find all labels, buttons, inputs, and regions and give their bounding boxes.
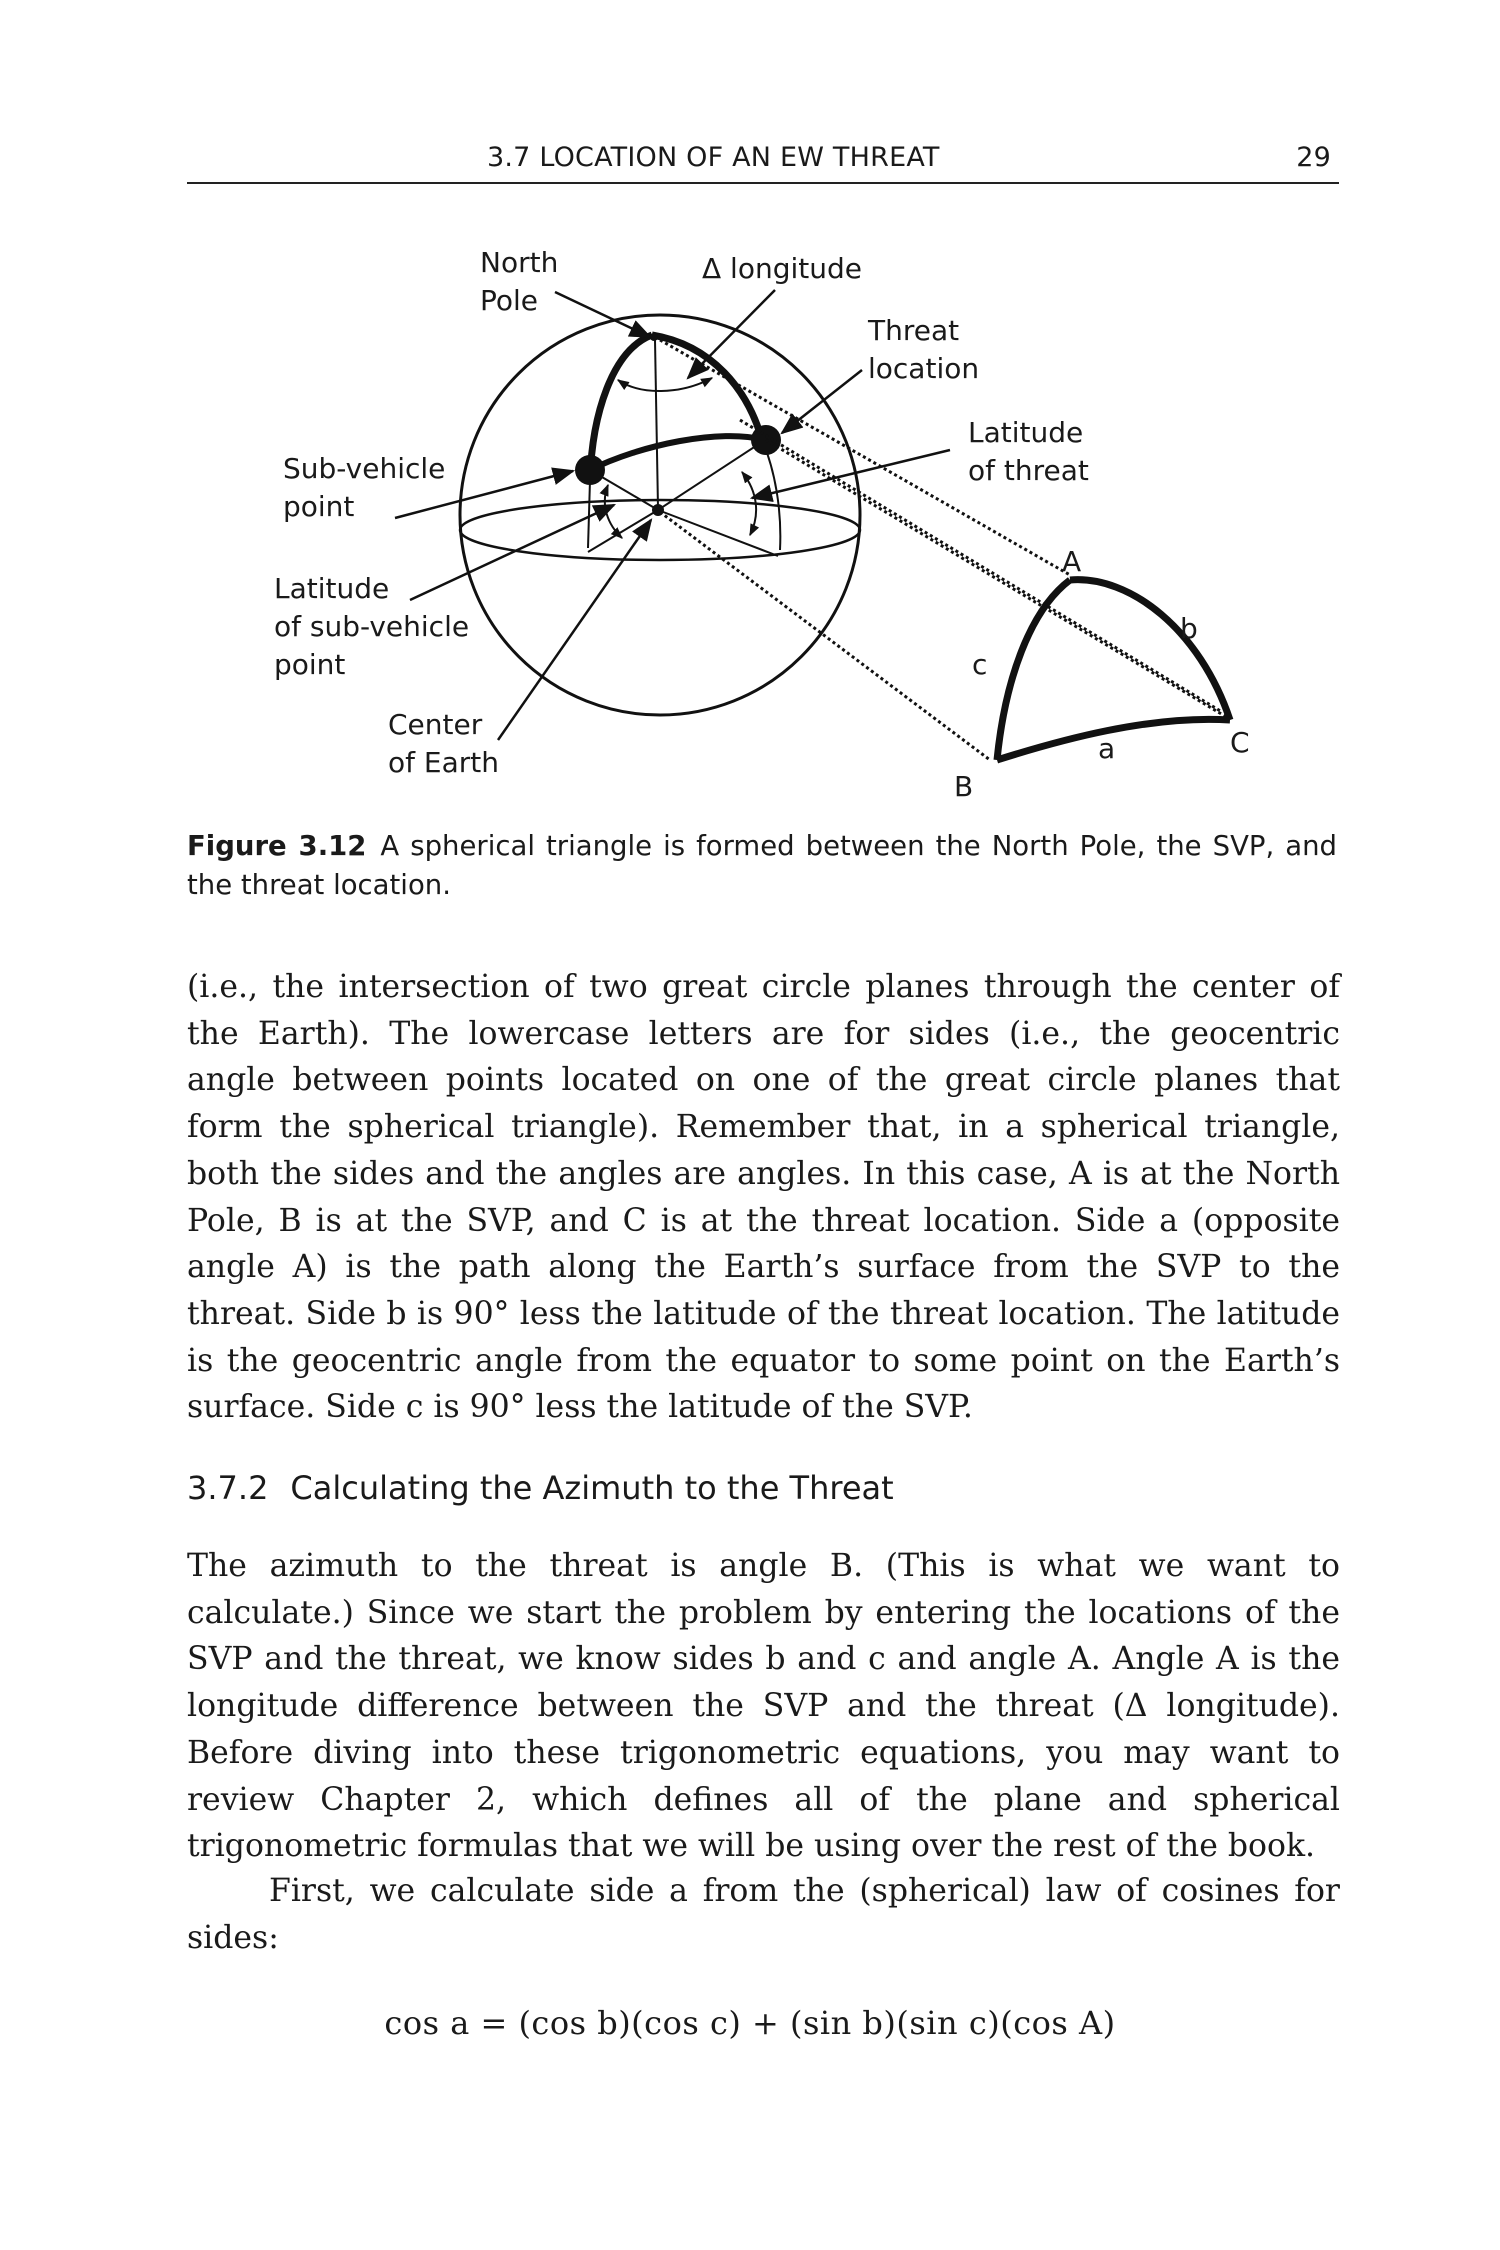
label-center-of-earth: Center of Earth xyxy=(388,708,499,779)
section-heading xyxy=(187,1466,1340,1510)
label-north-pole: North Pole xyxy=(480,246,559,317)
latitude-sub-vehicle-arc xyxy=(605,485,622,538)
earth-axis xyxy=(655,340,658,508)
running-head-title: 3.7 LOCATION OF AN EW THREAT xyxy=(487,142,940,173)
label-latitude-of-threat: Latitude of threat xyxy=(968,416,1089,487)
paragraph-2: The azimuth to the threat is angle B. (This is what we want to calculate.) Since we start the problem by entering the locations of the SVP and the threat, we know sides b and c and angle A. Angle A is the longitude difference between the SVP and the threat (Δ longitude). Before diving into these trigonometric equations, you may want to review Chapter 2, which defines all of the plane and spherical trigonometric formulas that we will be using over the rest of the book. xyxy=(187,1548,1340,1865)
triangle-side-b xyxy=(1070,580,1230,720)
figure-caption-number: Figure 3.12 xyxy=(187,830,367,862)
section-number: 3.7.2 xyxy=(187,1469,269,1507)
threat-location-arrow xyxy=(782,370,862,433)
label-side-b: b xyxy=(1180,612,1198,645)
equation-text: cos a = (cos b)(cos c) + (sin b)(sin c)(cos A) xyxy=(384,2004,1116,2042)
meridian-sub-vehicle-lower xyxy=(588,480,590,548)
radius-to-threat xyxy=(658,440,765,510)
label-delta-longitude: Δ longitude xyxy=(702,252,862,285)
label-threat-location: Threat location xyxy=(868,314,980,385)
radius-to-equator-left xyxy=(588,510,658,552)
label-side-a: a xyxy=(1098,732,1116,765)
paragraph-3: First, we calculate side a from the (spherical) law of cosines for sides: xyxy=(187,1873,1340,1956)
delta-longitude-arrow xyxy=(688,290,775,378)
equator-front xyxy=(460,530,860,560)
label-vertex-C: C xyxy=(1230,726,1250,759)
north-pole-dot xyxy=(650,333,658,341)
equation-law-of-cosines xyxy=(0,2000,1500,2046)
label-side-c: c xyxy=(972,648,988,681)
paragraph-1: (i.e., the intersection of two great circle planes through the center of the Earth). The lowercase letters are for sides (i.e., the geocentric angle between points located on one of the great circle planes that form the spherical triangle). Remember that, in a spherical triangle, both the sides and the angles are angles. In this case, A is at the North Pole, B is at the SVP, and C is at the threat location. Side a (opposite angle A) is the path along the Earth’s surface from the SVP to the threat. Side b is 90° less the latitude of the threat location. The latitude is the geocentric angle from the equator to some point on the Earth’s surface. Side c is 90° less the latitude of the SVP. xyxy=(187,969,1340,1426)
label-vertex-A: A xyxy=(1062,545,1082,578)
label-vertex-B: B xyxy=(954,770,974,803)
sub-vehicle-point-dot xyxy=(575,455,605,485)
page-number: 29 xyxy=(1296,142,1331,173)
figure-spherical-triangle xyxy=(0,0,1500,820)
center-of-earth-arrow xyxy=(498,520,651,740)
figure-caption xyxy=(187,827,1337,905)
center-dot xyxy=(652,504,664,516)
section-title: Calculating the Azimuth to the Threat xyxy=(290,1469,894,1507)
label-latitude-of-sub-vehicle-point: Latitude of sub-vehicle point xyxy=(274,572,470,681)
figure-drawing xyxy=(0,0,1500,820)
projection-line-center xyxy=(660,512,990,760)
radius-to-equator-right xyxy=(658,510,778,556)
north-pole-arrow xyxy=(555,292,650,337)
figure-caption-text: A spherical triangle is formed between the North Pole, the SVP, and the threat location. xyxy=(187,830,1337,901)
triangle-side-c xyxy=(997,580,1070,760)
great-circle-path xyxy=(590,436,765,470)
delta-longitude-arc xyxy=(618,378,712,391)
label-sub-vehicle-point: Sub-vehicle point xyxy=(283,452,446,523)
